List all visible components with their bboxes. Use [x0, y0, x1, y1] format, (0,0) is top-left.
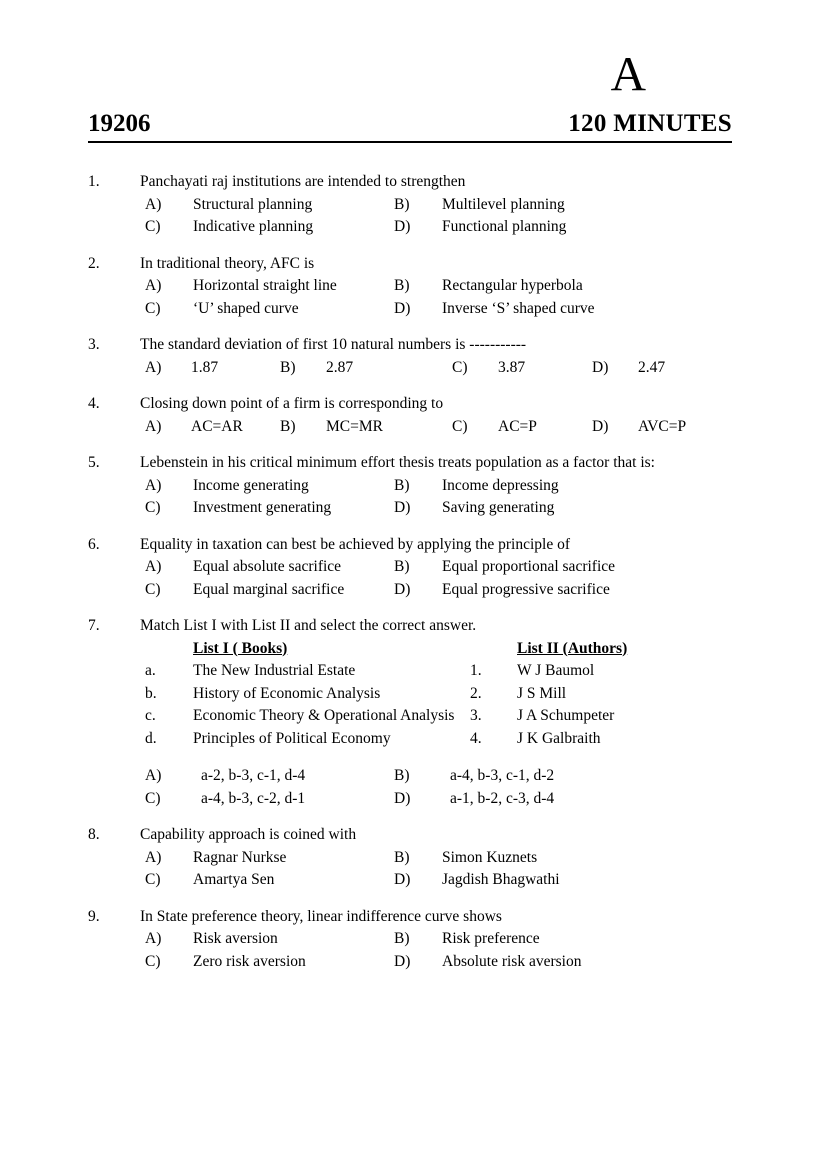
option-letter: B) [394, 848, 410, 866]
option-B[interactable] [280, 360, 452, 376]
option-letter: D) [394, 789, 411, 807]
question-block [88, 827, 768, 888]
answer-options [145, 419, 768, 435]
option-C[interactable] [145, 301, 394, 317]
question-stem [88, 618, 768, 634]
option-A[interactable] [145, 419, 280, 435]
answer-options [145, 931, 768, 969]
option-row [145, 931, 768, 947]
option-text: 2.87 [326, 358, 354, 376]
question-stem [88, 909, 768, 925]
question-stem [88, 337, 768, 353]
answer-options [145, 197, 768, 235]
list2-item-label: J A Schumpeter [517, 707, 615, 724]
option-C[interactable] [145, 500, 394, 516]
option-D[interactable] [394, 582, 643, 598]
option-C[interactable] [145, 872, 394, 888]
option-text: AC=AR [191, 417, 243, 435]
header-divider [88, 141, 732, 143]
question-text: In traditional theory, AFC is [140, 254, 315, 272]
question-stem [88, 174, 768, 190]
question-stem [88, 537, 768, 553]
option-C[interactable] [145, 791, 394, 807]
option-text: Equal absolute sacrifice [193, 558, 342, 575]
option-B[interactable] [394, 278, 643, 294]
option-letter: B) [394, 476, 410, 494]
option-row [145, 582, 768, 598]
option-D[interactable] [592, 419, 732, 435]
option-letter: B) [280, 417, 296, 435]
option-A[interactable] [145, 197, 394, 213]
option-row [145, 850, 768, 866]
option-row [145, 768, 768, 784]
option-text: Rectangular hyperbola [442, 277, 583, 294]
answer-options [145, 850, 768, 888]
question-number: 9. [88, 907, 100, 925]
list2-item-label: J S Mill [517, 684, 567, 702]
list1-item-key: d. [145, 729, 157, 747]
option-letter: D) [592, 417, 609, 435]
list2-item [470, 708, 614, 724]
option-text: Saving generating [442, 499, 555, 516]
option-letter: B) [280, 358, 296, 376]
list2-item [470, 686, 566, 702]
option-B[interactable] [394, 931, 643, 947]
answer-options [145, 278, 768, 316]
option-text: 1.87 [191, 358, 219, 376]
match-row [145, 686, 768, 702]
list1-item [145, 663, 470, 679]
option-text: a-4, b-3, c-1, d-2 [450, 767, 555, 784]
option-row [145, 278, 768, 294]
list2-item-label: W J Baumol [517, 662, 595, 679]
option-letter: A) [145, 848, 162, 866]
option-text: Zero risk aversion [193, 952, 306, 970]
question-number: 2. [88, 254, 100, 272]
list2-header-cell [470, 641, 627, 657]
question-text: Capability approach is coined with [140, 826, 357, 843]
option-text: Multilevel planning [442, 195, 565, 213]
list2-item-label: J K Galbraith [517, 729, 601, 747]
option-text: Simon Kuznets [442, 848, 538, 866]
option-letter: B) [394, 558, 410, 575]
question-number: 4. [88, 395, 100, 412]
option-row [145, 500, 768, 516]
option-row [145, 954, 768, 970]
option-text: Absolute risk aversion [442, 952, 582, 970]
option-letter: C) [145, 499, 161, 516]
header-code-row [88, 110, 732, 141]
questions-list [88, 174, 768, 990]
option-text: Indicative planning [193, 218, 314, 235]
option-B[interactable] [280, 419, 452, 435]
option-letter: D) [394, 871, 411, 888]
option-text: 2.47 [638, 358, 666, 376]
list1-item-label: The New Industrial Estate [193, 662, 356, 679]
option-letter: A) [145, 930, 162, 947]
answer-options [145, 559, 768, 597]
list1-item-key: b. [145, 684, 157, 702]
option-C[interactable] [145, 954, 394, 970]
option-letter: C) [145, 580, 161, 598]
option-letter: A) [145, 476, 162, 494]
question-stem [88, 455, 768, 471]
list1-item [145, 686, 470, 702]
option-A[interactable] [145, 559, 394, 575]
option-A[interactable] [145, 931, 394, 947]
question-block [88, 537, 768, 598]
option-text: Equal marginal sacrifice [193, 580, 345, 598]
list2-item-key: 2. [470, 684, 482, 702]
list1-item-key: c. [145, 707, 156, 724]
question-number: 8. [88, 826, 100, 843]
option-C[interactable] [452, 419, 592, 435]
option-text: Income generating [193, 476, 309, 494]
option-letter: D) [394, 580, 411, 598]
option-text: Equal progressive sacrifice [442, 580, 610, 598]
option-D[interactable] [394, 872, 643, 888]
list2-item-key: 1. [470, 662, 482, 679]
option-row [145, 791, 768, 807]
option-text: Jagdish Bhagwathi [442, 871, 560, 888]
list1-title: List I ( Books) [193, 639, 288, 657]
list1-item-label: Economic Theory & Operational Analysis [193, 707, 455, 724]
list2-item [470, 731, 601, 747]
option-text: Risk aversion [193, 930, 278, 947]
option-text: Income depressing [442, 476, 559, 494]
option-B[interactable] [394, 478, 643, 494]
question-block [88, 174, 768, 235]
option-B[interactable] [394, 768, 643, 784]
option-text: AC=P [498, 417, 537, 435]
list1-header-cell [145, 641, 470, 657]
option-text: Functional planning [442, 218, 567, 235]
option-C[interactable] [452, 360, 592, 376]
option-text: a-1, b-2, c-3, d-4 [450, 789, 555, 807]
option-letter: A) [145, 767, 162, 784]
option-letter: A) [145, 558, 162, 575]
list1-item [145, 731, 470, 747]
option-B[interactable] [394, 197, 643, 213]
match-row [145, 663, 768, 679]
question-text: The standard deviation of first 10 natural numbers is ----------- [140, 336, 527, 353]
option-letter: B) [394, 767, 410, 784]
option-text: Inverse ‘S’ shaped curve [442, 299, 595, 317]
question-block [88, 396, 768, 434]
answer-options [145, 360, 768, 376]
answer-options [145, 478, 768, 516]
option-letter: D) [394, 952, 411, 970]
question-number: 5. [88, 454, 100, 471]
match-list-headers [145, 641, 768, 657]
option-D[interactable] [394, 791, 643, 807]
option-letter: C) [145, 952, 161, 970]
option-letter: D) [394, 218, 411, 235]
question-number: 7. [88, 617, 100, 634]
option-B[interactable] [394, 850, 643, 866]
option-C[interactable] [145, 582, 394, 598]
option-row [145, 872, 768, 888]
option-letter: C) [145, 789, 161, 807]
option-text: 3.87 [498, 358, 526, 376]
option-C[interactable] [145, 219, 394, 235]
option-text: AVC=P [638, 417, 687, 435]
question-number: 1. [88, 173, 100, 190]
exam-duration: 120 MINUTES [568, 110, 732, 137]
option-text: Amartya Sen [193, 871, 275, 888]
question-block [88, 909, 768, 970]
option-text: Risk preference [442, 930, 540, 947]
option-D[interactable] [394, 301, 643, 317]
question-block [88, 256, 768, 317]
paper-code: 19206 [88, 110, 151, 137]
question-number: 6. [88, 535, 100, 553]
question-text: Panchayati raj institutions are intended to strengthen [140, 173, 466, 190]
answer-options [145, 768, 768, 806]
option-text: MC=MR [326, 417, 383, 435]
option-A[interactable] [145, 278, 394, 294]
option-B[interactable] [394, 559, 643, 575]
option-letter: A) [145, 417, 162, 435]
question-stem [88, 396, 768, 412]
option-letter: A) [145, 358, 162, 376]
option-letter: C) [145, 299, 161, 317]
question-text: Lebenstein in his critical minimum effort thesis treats population as a factor that is: [140, 454, 655, 471]
question-block [88, 337, 768, 375]
option-D[interactable] [394, 219, 643, 235]
option-letter: C) [145, 871, 161, 888]
option-text: ‘U’ shaped curve [193, 299, 299, 317]
list1-item-label: Principles of Political Economy [193, 729, 391, 747]
page-header [88, 46, 732, 143]
match-lists [145, 641, 768, 747]
option-letter: A) [145, 195, 162, 213]
option-row [145, 478, 768, 494]
option-row [145, 559, 768, 575]
question-block [88, 455, 768, 516]
option-row [145, 301, 768, 317]
option-letter: B) [394, 195, 410, 213]
option-letter: C) [145, 218, 161, 235]
question-text: Match List I with List II and select the correct answer. [140, 617, 477, 634]
option-text: Equal proportional sacrifice [442, 558, 616, 575]
option-D[interactable] [394, 500, 643, 516]
option-text: a-2, b-3, c-1, d-4 [201, 767, 306, 784]
question-text: Closing down point of a firm is corresponding to [140, 395, 444, 412]
option-text: Structural planning [193, 195, 313, 213]
option-row [145, 219, 768, 235]
list1-item [145, 708, 470, 724]
question-stem [88, 827, 768, 843]
question-number: 3. [88, 336, 100, 353]
option-text: Horizontal straight line [193, 277, 337, 294]
list1-item-key: a. [145, 662, 156, 679]
match-row [145, 708, 768, 724]
question-text: In State preference theory, linear indifference curve shows [140, 907, 502, 925]
list2-item-key: 4. [470, 729, 482, 747]
option-row [145, 197, 768, 213]
option-letter: D) [592, 358, 609, 376]
option-letter: D) [394, 499, 411, 516]
list2-item-key: 3. [470, 707, 482, 724]
question-block [88, 618, 768, 806]
question-stem [88, 256, 768, 272]
option-text: Ragnar Nurkse [193, 848, 287, 866]
option-letter: B) [394, 277, 410, 294]
option-letter: C) [452, 358, 468, 376]
question-text: Equality in taxation can best be achieved by applying the principle of [140, 535, 570, 553]
option-text: a-4, b-3, c-2, d-1 [201, 789, 306, 807]
list2-title: List II (Authors) [517, 639, 628, 657]
option-letter: B) [394, 930, 410, 947]
booklet-code: A [610, 46, 646, 101]
option-A[interactable] [145, 478, 394, 494]
list2-item [470, 663, 594, 679]
option-A[interactable] [145, 360, 280, 376]
option-A[interactable] [145, 768, 394, 784]
option-letter: C) [452, 417, 468, 435]
option-letter: D) [394, 299, 411, 317]
list1-item-label: History of Economic Analysis [193, 684, 381, 702]
match-row [145, 731, 768, 747]
option-D[interactable] [394, 954, 643, 970]
option-text: Investment generating [193, 499, 332, 516]
option-letter: A) [145, 277, 162, 294]
option-D[interactable] [592, 360, 732, 376]
option-A[interactable] [145, 850, 394, 866]
